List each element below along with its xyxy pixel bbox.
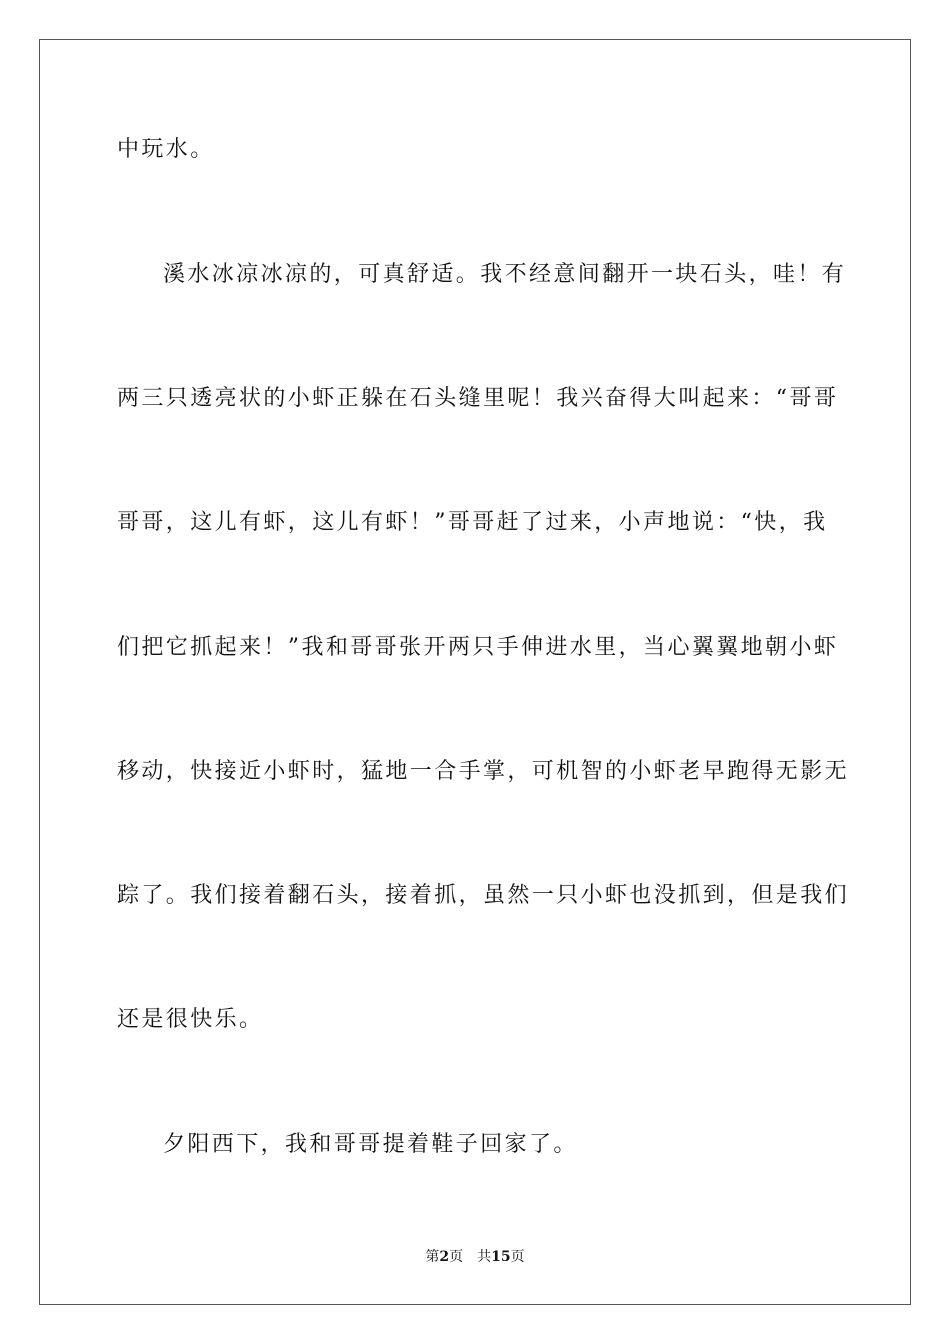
total-pages: 15: [491, 1249, 511, 1265]
page-suffix: 页: [449, 1249, 464, 1265]
text-line: 还是很快乐。: [117, 1007, 264, 1032]
text-line: 中玩水。: [117, 137, 215, 162]
page-border: [39, 39, 911, 1305]
total-suffix: 页: [510, 1249, 525, 1265]
paragraph-first-line: 夕阳西下，我和哥哥提着鞋子回家了。: [163, 1132, 578, 1157]
page-number: 2: [439, 1249, 450, 1265]
text-line: 们把它抓起来！”我和哥哥张开两只手伸进水里，当心翼翼地朝小虾: [117, 635, 839, 660]
text-line: 哥哥，这儿有虾，这儿有虾！”哥哥赶了过来，小声地说：“快，我: [117, 510, 828, 535]
text-line: 两三只透亮状的小虾正躲在石头缝里呢！我兴奋得大叫起来：“哥哥: [117, 386, 839, 411]
paragraph-first-line: 溪水冰凉冰凉的，可真舒适。我不经意间翻开一块石头，哇！有: [163, 262, 847, 287]
page-prefix: 第: [425, 1249, 440, 1265]
text-line: 踪了。我们接着翻石头，接着抓，虽然一只小虾也没抓到，但是我们: [117, 883, 850, 908]
text-line: 移动，快接近小虾时，猛地一合手掌，可机智的小虾老早跑得无影无: [117, 759, 850, 784]
page-footer: [0, 1248, 950, 1266]
total-prefix: 共: [477, 1249, 492, 1265]
